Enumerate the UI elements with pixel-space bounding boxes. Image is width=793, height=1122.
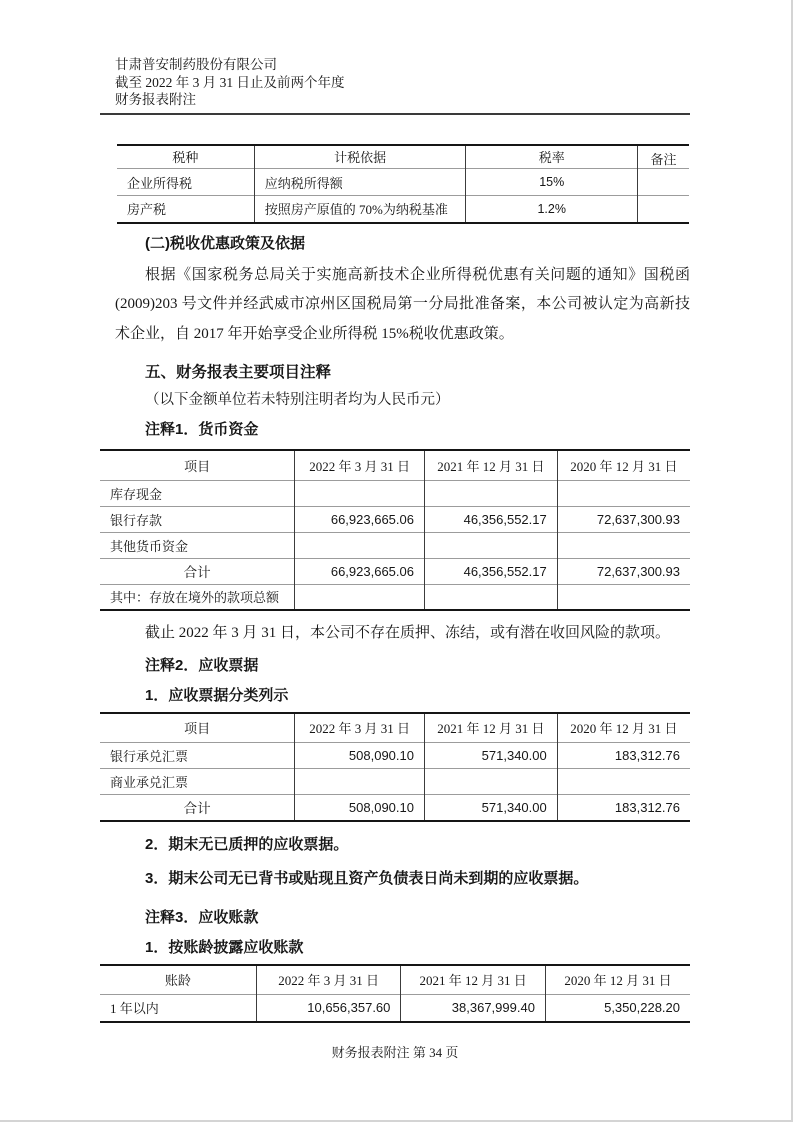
cell-value: 66,923,665.06 [295, 506, 425, 532]
col-header-item: 项目 [100, 450, 295, 480]
cell-value [557, 584, 690, 610]
cell-value [295, 584, 425, 610]
note2-sub1: 1．应收票据分类列示 [145, 686, 289, 704]
col-header-remark: 备注 [650, 151, 677, 167]
cell-value [424, 480, 557, 506]
cell-tax-rate: 1.2% [466, 196, 638, 223]
col-header-2022: 2022 年 3 月 31 日 [295, 450, 425, 480]
tax-table [117, 144, 689, 224]
cell-item: 库存现金 [100, 480, 295, 506]
col-header-2020: 2020 年 12 月 31 日 [570, 458, 678, 474]
cell-tax-type: 房产税 [117, 196, 254, 223]
col-header-2022: 2022 年 3 月 31 日 [295, 713, 425, 743]
col-header-2020: 2020 年 12 月 31 日 [570, 721, 678, 737]
table-row-total [100, 795, 690, 821]
cell-value [424, 532, 557, 558]
col-header-2022: 2022 年 3 月 31 日 [256, 965, 401, 995]
table-row [100, 743, 690, 769]
cell-value: 66,923,665.06 [295, 558, 425, 584]
col-header-2021: 2021 年 12 月 31 日 [401, 965, 546, 995]
cell-value: 508,090.10 [295, 795, 425, 821]
monetary-funds-table [100, 449, 690, 611]
cell-remark [638, 196, 690, 223]
cell-value [295, 769, 425, 795]
cell-item: 商业承兑汇票 [100, 769, 295, 795]
table-header-row [100, 713, 690, 743]
table-header-row [100, 450, 690, 480]
table-row [117, 169, 689, 196]
cell-value: 38,367,999.40 [401, 995, 546, 1022]
note1-heading: 注释1．货币资金 [145, 421, 259, 438]
note3-sub1: 1．按账龄披露应收账款 [145, 938, 304, 956]
cell-tax-basis: 应纳税所得额 [254, 169, 466, 196]
tax-policy-heading: (二)税收优惠政策及依据 [145, 234, 305, 252]
cell-value: 508,090.10 [295, 743, 425, 769]
cell-item: 银行存款 [100, 506, 295, 532]
cell-tax-basis: 按照房产原值的 70%为纳税基准 [254, 196, 466, 223]
cell-value [557, 532, 690, 558]
cell-aging: 1 年以内 [100, 995, 256, 1022]
table-row [100, 995, 690, 1022]
cell-value: 571,340.00 [424, 743, 557, 769]
col-header-item: 项目 [100, 713, 295, 743]
page-footer [100, 1042, 690, 1061]
cell-value: 46,356,552.17 [424, 558, 557, 584]
table-row [100, 506, 690, 532]
col-header-tax-rate: 税率 [466, 145, 638, 169]
cell-value [295, 480, 425, 506]
cell-value: 183,312.76 [614, 748, 680, 763]
company-name: 甘肃普安制药股份有限公司 [115, 57, 277, 72]
col-header-2021: 2021 年 12 月 31 日 [424, 450, 557, 480]
table-row [100, 584, 690, 610]
cell-total-label: 合计 [100, 795, 295, 821]
cell-value: 46,356,552.17 [424, 506, 557, 532]
table-row [100, 769, 690, 795]
note3-heading: 注释3．应收账款 [145, 908, 259, 926]
col-header-2020: 2020 年 12 月 31 日 [564, 973, 672, 989]
col-header-tax-basis: 计税依据 [254, 145, 466, 169]
tax-policy-paragraph: 根据《国家税务总局关于实施高新技术企业所得税优惠有关问题的通知》国税函(2009)203 号文件并经武威市凉州区国税局第一分局批准备案，本公司被认定为高新技术企业，自 2017 年开始享受企业所得税 15%税收优惠政策。 [115, 266, 690, 342]
notes-receivable-table [100, 712, 690, 822]
table-row-total [100, 558, 690, 584]
cell-value [557, 769, 690, 795]
cell-remark [638, 169, 690, 196]
page-content [100, 56, 690, 1023]
cell-value: 10,656,357.60 [256, 995, 401, 1022]
cell-value: 5,350,228.20 [604, 1000, 680, 1016]
document-header [100, 56, 690, 109]
col-header-aging: 账龄 [100, 965, 256, 995]
table-row [100, 480, 690, 506]
header-rule [100, 113, 690, 115]
col-header-2021: 2021 年 12 月 31 日 [424, 713, 557, 743]
note2-heading: 注释2．应收票据 [145, 656, 259, 674]
tax-table-header-row [117, 145, 689, 169]
cell-value [424, 769, 557, 795]
col-header-tax-type: 税种 [117, 145, 254, 169]
table-row [117, 196, 689, 223]
note1-remark: 截止 2022 年 3 月 31 日，本公司不存在质押、冻结，或有潜在收回风险的款项。 [145, 625, 671, 641]
report-period: 截至 2022 年 3 月 31 日止及前两个年度 [115, 74, 345, 90]
note2-item2: 2．期末无已质押的应收票据。 [145, 835, 349, 853]
cell-item: 银行承兑汇票 [100, 743, 295, 769]
cell-value: 72,637,300.93 [596, 511, 680, 527]
unit-note: （以下金额单位若未特别注明者均为人民币元） [145, 392, 450, 408]
cell-value [295, 532, 425, 558]
cell-item: 其他货币资金 [100, 532, 295, 558]
cell-value [424, 584, 557, 610]
footer-text: 财务报表附注 第 34 页 [331, 1045, 459, 1060]
note2-item3: 3．期末公司无已背书或贴现且资产负债表日尚未到期的应收票据。 [145, 869, 589, 887]
cell-tax-rate: 15% [466, 169, 638, 196]
cell-item: 其中：存放在境外的款项总额 [100, 584, 295, 610]
cell-value: 183,312.76 [614, 799, 680, 815]
table-row [100, 532, 690, 558]
receivable-aging-table [100, 964, 690, 1023]
document-title: 财务报表附注 [115, 92, 196, 107]
cell-value: 72,637,300.93 [596, 563, 680, 579]
cell-value: 571,340.00 [424, 795, 557, 821]
notes-section-heading: 五、财务报表主要项目注释 [145, 364, 332, 381]
table-header-row [100, 965, 690, 995]
cell-total-label: 合计 [100, 558, 295, 584]
cell-value [557, 480, 690, 506]
cell-tax-type: 企业所得税 [117, 169, 254, 196]
